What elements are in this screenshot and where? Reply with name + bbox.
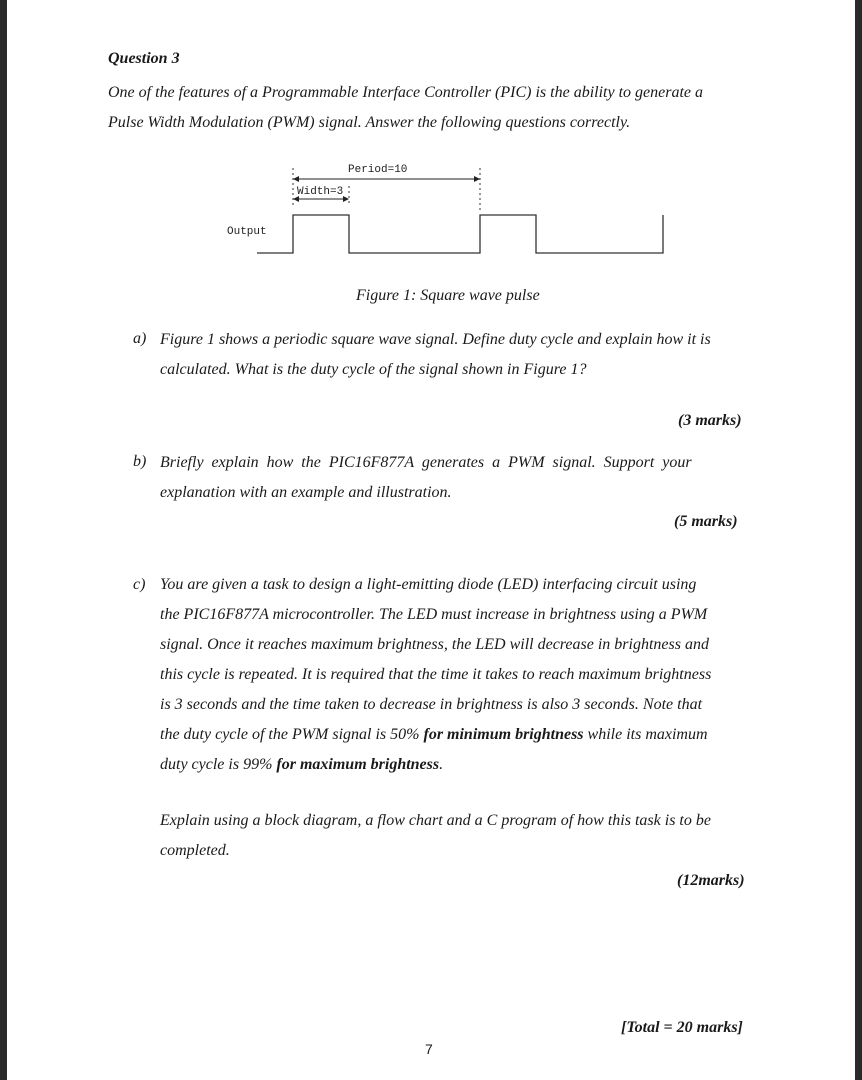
part-c-line-5: is 3 seconds and the time taken to decrease in brightness is also 3 seconds. Note that xyxy=(160,696,703,713)
explain-line-2: completed. xyxy=(160,842,230,859)
part-c-text xyxy=(160,570,754,780)
part-c-explain xyxy=(160,806,754,866)
part-c-line-7-c: . xyxy=(439,756,444,773)
part-b-text xyxy=(160,448,754,508)
part-c-line-3: signal. Once it reaches maximum brightness, the LED will decrease in brightness and xyxy=(160,636,709,653)
part-c-line-6 xyxy=(160,720,754,750)
intro-line-1: One of the features of a Programmable Interface Controller (PIC) is the ability to generate a xyxy=(108,84,704,101)
part-c-marks: (12marks) xyxy=(677,872,745,889)
part-b-marks: (5 marks) xyxy=(674,513,738,530)
intro-line-2: Pulse Width Modulation (PWM) signal. Answer the following questions correctly. xyxy=(108,114,631,131)
max-brightness-emphasis: for maximum brightness xyxy=(276,756,440,773)
part-c-line-6-c: while its maximum xyxy=(583,726,708,743)
part-a-label: a) xyxy=(133,330,147,347)
part-a-line-1: Figure 1 shows a periodic square wave signal. Define duty cycle and explain how it is xyxy=(160,331,711,348)
width-label: Width=3 xyxy=(297,186,344,198)
part-c-line-1: You are given a task to design a light-emitting diode (LED) interfacing circuit using xyxy=(160,576,697,593)
part-c-line-2: the PIC16F877A microcontroller. The LED must increase in brightness using a PWM xyxy=(160,606,708,623)
figure-caption: Figure 1: Square wave pulse xyxy=(356,287,540,304)
explain-line-1: Explain using a block diagram, a flow chart and a C program of how this task is to be xyxy=(160,812,711,829)
part-c-line-7 xyxy=(160,750,754,780)
part-b-line-1: Briefly explain how the PIC16F877A generates a PWM signal. Support your xyxy=(160,454,692,471)
part-b-label: b) xyxy=(133,453,147,470)
output-label: Output xyxy=(227,226,267,238)
part-a-text xyxy=(160,325,754,385)
part-c-label: c) xyxy=(133,576,146,593)
document-page xyxy=(7,0,855,1080)
part-c-line-7-a: duty cycle is 99% xyxy=(160,756,277,773)
part-a-line-2: calculated. What is the duty cycle of the signal shown in Figure 1? xyxy=(160,361,587,378)
square-wave-signal xyxy=(257,215,663,253)
part-c-line-4: this cycle is repeated. It is required that the time it takes to reach maximum brightness xyxy=(160,666,712,683)
part-b-line-2: explanation with an example and illustration. xyxy=(160,484,452,501)
question-title: Question 3 xyxy=(108,50,180,67)
min-brightness-emphasis: for minimum brightness xyxy=(423,726,584,743)
part-a-marks: (3 marks) xyxy=(678,412,742,429)
square-wave-figure xyxy=(7,0,855,280)
page-number: 7 xyxy=(425,1041,433,1057)
total-marks: [Total = 20 marks] xyxy=(621,1019,743,1036)
period-label: Period=10 xyxy=(348,164,408,176)
part-c-line-6-a: the duty cycle of the PWM signal is 50% xyxy=(160,726,424,743)
